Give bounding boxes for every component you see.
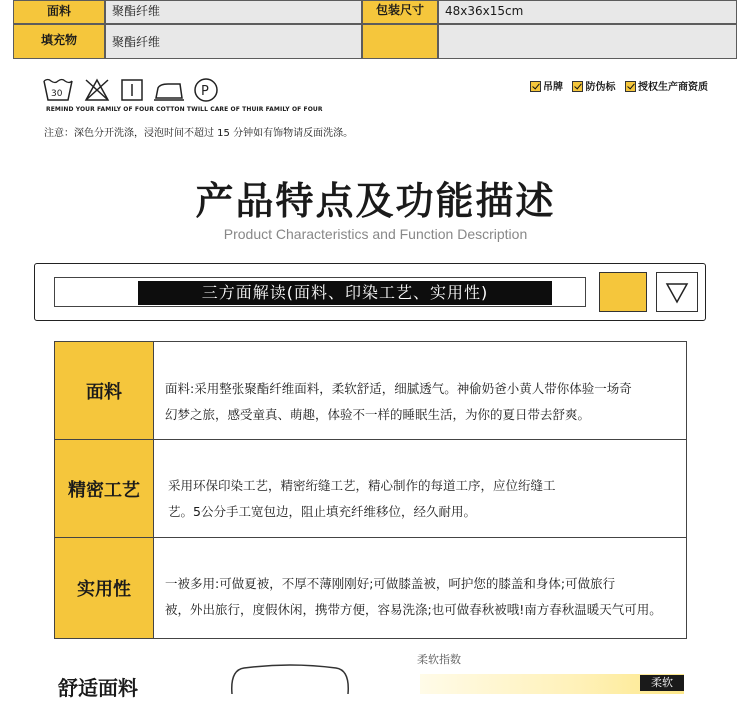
svg-text:30: 30 bbox=[51, 89, 63, 99]
feature-row-practical bbox=[55, 538, 686, 638]
empty-grey-cell bbox=[438, 24, 737, 59]
page-title: 产品特点及功能描述 bbox=[195, 179, 556, 223]
banner-arrow-button[interactable] bbox=[656, 272, 698, 312]
feature-head: 面料 bbox=[55, 342, 154, 439]
comfort-heading: 舒适面料 bbox=[58, 676, 138, 700]
care-icons bbox=[42, 76, 302, 104]
features-table bbox=[54, 341, 687, 639]
filling-value: 聚酯纤维 bbox=[105, 24, 362, 59]
feature-body: 一被多用:可做夏被，不厚不薄刚刚好;可做膝盖被，呵护您的膝盖和身体;可做旅行 被，外出旅行，度假休闲，携带方便，容易洗涤;也可做春秋被哦!南方春秋温暖天气可用。 bbox=[165, 576, 662, 617]
tumble-dry-icon bbox=[122, 80, 142, 100]
dry-clean-p-icon bbox=[195, 79, 217, 101]
feature-head: 精密工艺 bbox=[55, 440, 154, 537]
filling-label: 填充物 bbox=[13, 24, 105, 59]
empty-yellow-cell bbox=[362, 24, 438, 59]
feature-row-fabric bbox=[55, 342, 686, 440]
badge-license: 授权生产商资质 bbox=[625, 78, 708, 93]
iron-icon bbox=[154, 84, 184, 100]
size-value: 48x36x15cm bbox=[438, 0, 737, 24]
fabric-label: 面料 bbox=[13, 0, 105, 24]
feature-body: 采用环保印染工艺，精密绗缝工艺，精心制作的每道工序，应位绗缝工 艺。5公分手工宽包边，阻止填充纤维移位，经久耐用。 bbox=[168, 478, 556, 519]
badge-anti-fake: 防伪标 bbox=[572, 78, 615, 93]
badge-tag: 吊牌 bbox=[530, 78, 563, 93]
spec-table bbox=[13, 0, 737, 60]
feature-head: 实用性 bbox=[55, 538, 154, 638]
svg-text:P: P bbox=[201, 84, 209, 99]
page-subtitle: Product Characteristics and Function Description bbox=[223, 226, 528, 242]
softness-tag: 柔软 bbox=[640, 675, 684, 691]
wash-note: 注意：深色分开洗涤，浸泡时间不超过 15 分钟如有饰物请反面洗涤。 bbox=[44, 128, 354, 139]
feature-row-craft bbox=[55, 440, 686, 538]
certification-badges bbox=[530, 78, 714, 93]
pillow-outline bbox=[230, 664, 350, 694]
size-label: 包装尺寸 bbox=[362, 0, 438, 24]
fabric-value: 聚酯纤维 bbox=[105, 0, 362, 24]
check-icon bbox=[530, 81, 541, 92]
wash-30-icon bbox=[44, 80, 72, 101]
triangle-down-icon bbox=[657, 273, 697, 311]
feature-body: 面料:采用整张聚酯纤维面料，柔软舒适，细腻透气。神偷奶爸小黄人带你体验一场奇 幻梦之旅，感受童真、萌趣，体验不一样的睡眠生活，为你的夏日带去舒爽。 bbox=[165, 381, 632, 422]
banner-yellow-box bbox=[599, 272, 647, 312]
banner-label: 三方面解读(面料、印染工艺、实用性) bbox=[138, 281, 552, 305]
check-icon bbox=[625, 81, 636, 92]
care-caption: REMIND YOUR FAMILY OF FOUR COTTON TWILL CARE OF THUIR FAMILY OF FOUR bbox=[46, 106, 323, 113]
check-icon bbox=[572, 81, 583, 92]
no-bleach-icon bbox=[86, 80, 108, 100]
softness-index-label: 柔软指数 bbox=[417, 653, 461, 666]
